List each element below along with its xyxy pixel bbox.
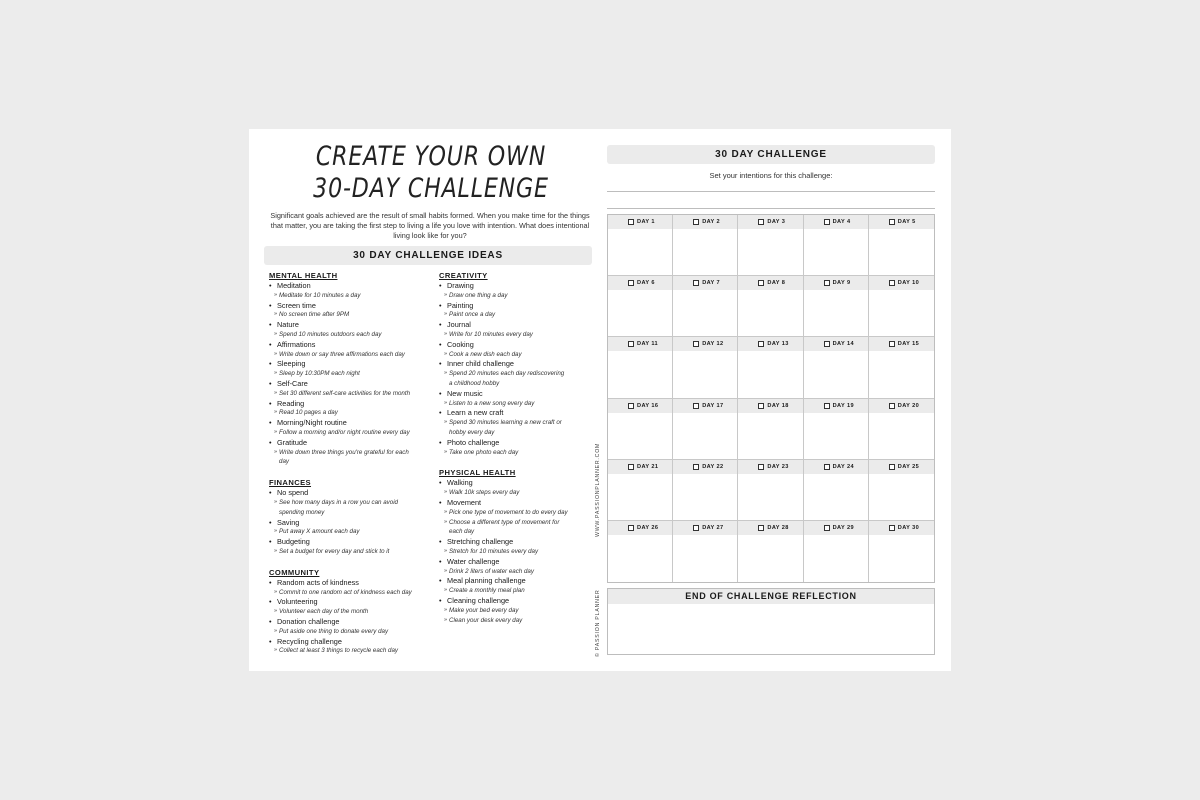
day-checkbox[interactable] <box>824 525 830 531</box>
idea-detail: » Put aside one thing to donate every day <box>269 627 439 637</box>
day-checkbox[interactable] <box>758 403 764 409</box>
title-line-1: CREATE YOUR OWN <box>315 141 547 172</box>
idea-detail: » Create a monthly meal plan <box>439 586 591 596</box>
day-cell[interactable] <box>673 337 738 398</box>
day-cell[interactable] <box>804 215 869 276</box>
day-label: DAY 29 <box>832 524 854 531</box>
day-cell-header <box>738 460 802 474</box>
idea-detail: » Clean your desk every day <box>439 616 591 626</box>
idea-item: • Walking <box>439 478 591 488</box>
idea-detail: » Put away X amount each day <box>269 527 439 537</box>
idea-detail: » Spend 20 minutes each day rediscovering <box>439 369 591 379</box>
day-label: DAY 26 <box>637 524 659 531</box>
day-label: DAY 1 <box>637 219 655 225</box>
day-checkbox[interactable] <box>889 525 895 531</box>
day-cell[interactable] <box>673 460 738 521</box>
idea-item: • No spend <box>269 488 439 498</box>
day-cell[interactable] <box>608 215 673 276</box>
day-cell-header <box>804 460 868 474</box>
day-label: DAY 14 <box>832 341 854 348</box>
day-checkbox[interactable] <box>758 219 764 225</box>
intentions-line-2[interactable] <box>607 208 935 209</box>
idea-detail: spending money <box>279 508 325 516</box>
idea-detail: » Paint once a day <box>439 310 591 320</box>
day-label: DAY 16 <box>637 402 659 409</box>
day-cell-header <box>608 215 672 229</box>
day-label: DAY 21 <box>637 463 659 470</box>
day-cell[interactable] <box>738 337 803 398</box>
day-cell[interactable] <box>804 460 869 521</box>
day-cell[interactable] <box>869 521 934 582</box>
idea-detail: » Choose a different type of movement for <box>439 518 591 528</box>
day-checkbox[interactable] <box>628 219 634 225</box>
day-checkbox[interactable] <box>889 219 895 225</box>
day-cell-header <box>608 399 672 413</box>
idea-item: • Volunteering <box>269 597 439 607</box>
day-cell-header <box>738 215 802 229</box>
category-creativity: CREATIVITY <box>439 271 488 280</box>
day-cell-header <box>608 337 672 351</box>
intentions-label: Set your intentions for this challenge: <box>709 171 833 180</box>
day-checkbox[interactable] <box>824 341 830 347</box>
day-cell-header <box>673 337 737 351</box>
day-cell[interactable] <box>673 215 738 276</box>
day-checkbox[interactable] <box>693 403 699 409</box>
idea-detail: » Volunteer each day of the month <box>269 607 439 617</box>
idea-detail: a childhood hobby <box>449 379 500 387</box>
idea-item: • Recycling challenge <box>269 637 439 647</box>
idea-detail: » Set 30 different self-care activities for the month <box>269 389 439 399</box>
idea-item: • Affirmations <box>269 340 439 350</box>
idea-detail: hobby every day <box>449 428 495 436</box>
day-checkbox[interactable] <box>758 280 764 286</box>
reflection-box[interactable] <box>607 588 935 655</box>
day-label: DAY 13 <box>767 341 789 348</box>
day-label: DAY 27 <box>702 524 724 531</box>
day-checkbox[interactable] <box>693 280 699 286</box>
idea-item: • Movement <box>439 498 591 508</box>
day-label: DAY 28 <box>767 524 789 531</box>
day-checkbox[interactable] <box>628 525 634 531</box>
idea-detail: » Draw one thing a day <box>439 291 591 301</box>
day-checkbox[interactable] <box>693 219 699 225</box>
day-label: DAY 17 <box>702 402 724 409</box>
side-copyright-text: © PASSION PLANNER <box>595 589 601 657</box>
category-finances: FINANCES <box>269 478 312 488</box>
day-cell-header <box>804 276 868 290</box>
day-label: DAY 22 <box>702 463 724 470</box>
day-grid <box>607 214 935 583</box>
idea-item: • Nature <box>269 320 439 330</box>
day-cell[interactable] <box>869 337 934 398</box>
idea-item: • Morning/Night routine <box>269 418 439 428</box>
day-label: DAY 5 <box>897 219 916 225</box>
idea-item: • Gratitude <box>269 438 439 448</box>
day-cell-header <box>804 337 868 351</box>
idea-item: • Painting <box>439 301 591 311</box>
day-label: DAY 10 <box>897 280 920 287</box>
day-cell[interactable] <box>869 399 934 460</box>
day-cell[interactable] <box>738 399 803 460</box>
day-cell-header <box>869 460 934 474</box>
day-cell[interactable] <box>804 399 869 460</box>
day-cell[interactable] <box>804 337 869 398</box>
idea-item: • Budgeting <box>269 537 439 547</box>
day-label: DAY 2 <box>702 219 721 225</box>
idea-detail: » Collect at least 3 things to recycle each day <box>269 646 439 656</box>
day-cell-header <box>673 521 737 535</box>
day-cell[interactable] <box>673 399 738 460</box>
day-cell[interactable] <box>738 276 803 337</box>
reflection-header: END OF CHALLENGE REFLECTION <box>608 589 934 604</box>
day-label: DAY 12 <box>702 341 724 348</box>
idea-detail: » Spend 10 minutes outdoors each day <box>269 330 439 340</box>
day-cell-header <box>608 521 672 535</box>
intro-paragraph: Significant goals achieved are the result of small habits formed. When you make time for the things that matter, you are taking the first step to living a life you love with intention. What does intentional living look like for you? <box>270 211 590 240</box>
day-cell[interactable] <box>738 521 803 582</box>
idea-detail: » Take one photo each day <box>439 448 591 458</box>
idea-item: • Self-Care <box>269 379 439 389</box>
idea-item: • Sleeping <box>269 359 439 369</box>
day-checkbox[interactable] <box>824 403 830 409</box>
idea-detail: each day <box>449 528 475 536</box>
idea-detail: » Set a budget for every day and stick to it <box>269 547 439 557</box>
day-label: DAY 9 <box>832 280 851 287</box>
idea-item: • Journal <box>439 320 591 330</box>
day-cell-header <box>869 337 934 351</box>
day-cell-header <box>673 399 737 413</box>
idea-detail: » Write down three things you're grateful for each <box>269 448 439 458</box>
day-cell-header <box>804 521 868 535</box>
day-cell[interactable] <box>869 276 934 337</box>
idea-item: • Donation challenge <box>269 617 439 627</box>
day-cell-header <box>804 399 868 413</box>
side-url-text: WWW.PASSIONPLANNER.COM <box>595 442 601 537</box>
day-checkbox[interactable] <box>758 525 764 531</box>
idea-detail: » Listen to a new song every day <box>439 399 591 409</box>
day-cell[interactable] <box>869 460 934 521</box>
idea-item: • Saving <box>269 518 439 528</box>
category-mental-health: MENTAL HEALTH <box>269 271 338 280</box>
idea-item: • Meal planning challenge <box>439 576 591 586</box>
day-checkbox[interactable] <box>628 464 634 470</box>
idea-item: • Reading <box>269 399 439 409</box>
day-checkbox[interactable] <box>758 464 764 470</box>
day-checkbox[interactable] <box>628 280 634 286</box>
day-label: DAY 6 <box>637 280 655 287</box>
day-label: DAY 25 <box>897 463 920 470</box>
idea-item: • New music <box>439 389 591 399</box>
day-label: DAY 30 <box>897 524 920 531</box>
day-cell[interactable] <box>608 399 673 460</box>
title-line-2: 30-DAY CHALLENGE <box>313 173 549 204</box>
day-checkbox[interactable] <box>889 341 895 347</box>
idea-detail: » Write down or say three affirmations each day <box>269 350 439 360</box>
idea-detail: » Cook a new dish each day <box>439 350 591 360</box>
idea-item: • Drawing <box>439 281 591 291</box>
day-checkbox[interactable] <box>628 403 634 409</box>
idea-item: • Cooking <box>439 340 591 350</box>
day-label: DAY 19 <box>832 402 854 409</box>
day-cell[interactable] <box>608 460 673 521</box>
day-cell-header <box>738 521 802 535</box>
category-community: COMMUNITY <box>269 567 320 577</box>
day-cell[interactable] <box>869 215 934 276</box>
day-cell-header <box>738 337 802 351</box>
day-label: DAY 20 <box>897 402 920 409</box>
idea-detail: » Commit to one random act of kindness each day <box>269 588 439 598</box>
intentions-line-1[interactable] <box>607 191 935 192</box>
day-checkbox[interactable] <box>758 341 764 347</box>
day-cell-header <box>673 460 737 474</box>
idea-item: • Learn a new craft <box>439 408 591 418</box>
day-checkbox[interactable] <box>889 403 895 409</box>
day-cell[interactable] <box>804 521 869 582</box>
day-cell[interactable] <box>738 460 803 521</box>
day-cell-header <box>869 399 934 413</box>
idea-detail: » Walk 10k steps every day <box>439 488 591 498</box>
day-cell[interactable] <box>673 276 738 337</box>
day-cell-header <box>804 215 868 229</box>
day-cell[interactable] <box>608 337 673 398</box>
day-label: DAY 18 <box>767 402 789 409</box>
day-checkbox[interactable] <box>693 525 699 531</box>
challenge-header: 30 DAY CHALLENGE <box>607 145 935 164</box>
idea-detail: » Make your bed every day <box>439 606 591 616</box>
day-checkbox[interactable] <box>693 341 699 347</box>
day-cell-header <box>738 399 802 413</box>
idea-detail: » Read 10 pages a day <box>269 408 439 418</box>
idea-item: • Screen time <box>269 301 439 311</box>
day-label: DAY 7 <box>702 280 721 287</box>
day-cell-header <box>869 521 934 535</box>
idea-detail: day <box>279 458 289 466</box>
day-label: DAY 23 <box>767 463 789 470</box>
idea-item: • Stretching challenge <box>439 537 591 547</box>
day-checkbox[interactable] <box>889 464 895 470</box>
day-cell-header <box>608 460 672 474</box>
day-checkbox[interactable] <box>889 280 895 286</box>
day-cell[interactable] <box>673 521 738 582</box>
day-checkbox[interactable] <box>693 464 699 470</box>
idea-item: • Water challenge <box>439 557 591 567</box>
day-checkbox[interactable] <box>824 280 830 286</box>
idea-detail: » Follow a morning and/or night routine every day <box>269 428 439 438</box>
day-label: DAY 15 <box>897 341 920 348</box>
idea-item: • Inner child challenge <box>439 359 591 369</box>
day-cell[interactable] <box>738 215 803 276</box>
day-cell[interactable] <box>608 276 673 337</box>
idea-detail: » No screen time after 9PM <box>269 310 439 320</box>
idea-detail: » Write for 10 minutes every day <box>439 330 591 340</box>
day-checkbox[interactable] <box>824 464 830 470</box>
idea-detail: » See how many days in a row you can avoid <box>269 498 439 508</box>
idea-detail: » Meditate for 10 minutes a day <box>269 291 439 301</box>
idea-item: • Random acts of kindness <box>269 578 439 588</box>
idea-detail: » Pick one type of movement to do every day <box>439 508 591 518</box>
page-title <box>300 141 562 205</box>
day-label: DAY 8 <box>767 280 786 287</box>
day-cell-header <box>738 276 802 290</box>
day-checkbox[interactable] <box>628 341 634 347</box>
idea-item: • Meditation <box>269 281 439 291</box>
day-cell[interactable] <box>608 521 673 582</box>
day-cell-header <box>673 276 737 290</box>
day-label: DAY 11 <box>637 341 659 348</box>
day-label: DAY 4 <box>832 219 851 225</box>
idea-detail: » Spend 30 minutes learning a new craft or <box>439 418 591 428</box>
day-cell-header <box>869 276 934 290</box>
ideas-left-column <box>269 271 439 656</box>
ideas-right-column <box>439 271 591 625</box>
idea-detail: » Sleep by 10:30PM each night <box>269 369 439 379</box>
category-physical-health: PHYSICAL HEALTH <box>439 468 516 478</box>
ideas-header: 30 DAY CHALLENGE IDEAS <box>264 246 592 265</box>
idea-detail: » Stretch for 10 minutes every day <box>439 547 591 557</box>
day-label: DAY 24 <box>832 463 854 470</box>
day-label: DAY 3 <box>767 219 786 225</box>
day-cell-header <box>869 215 934 229</box>
day-cell[interactable] <box>804 276 869 337</box>
day-checkbox[interactable] <box>824 219 830 225</box>
day-cell-header <box>673 215 737 229</box>
idea-item: • Cleaning challenge <box>439 596 591 606</box>
planner-sheet <box>249 129 951 671</box>
day-cell-header <box>608 276 672 290</box>
idea-item: • Photo challenge <box>439 438 591 448</box>
idea-detail: » Drink 2 liters of water each day <box>439 567 591 577</box>
